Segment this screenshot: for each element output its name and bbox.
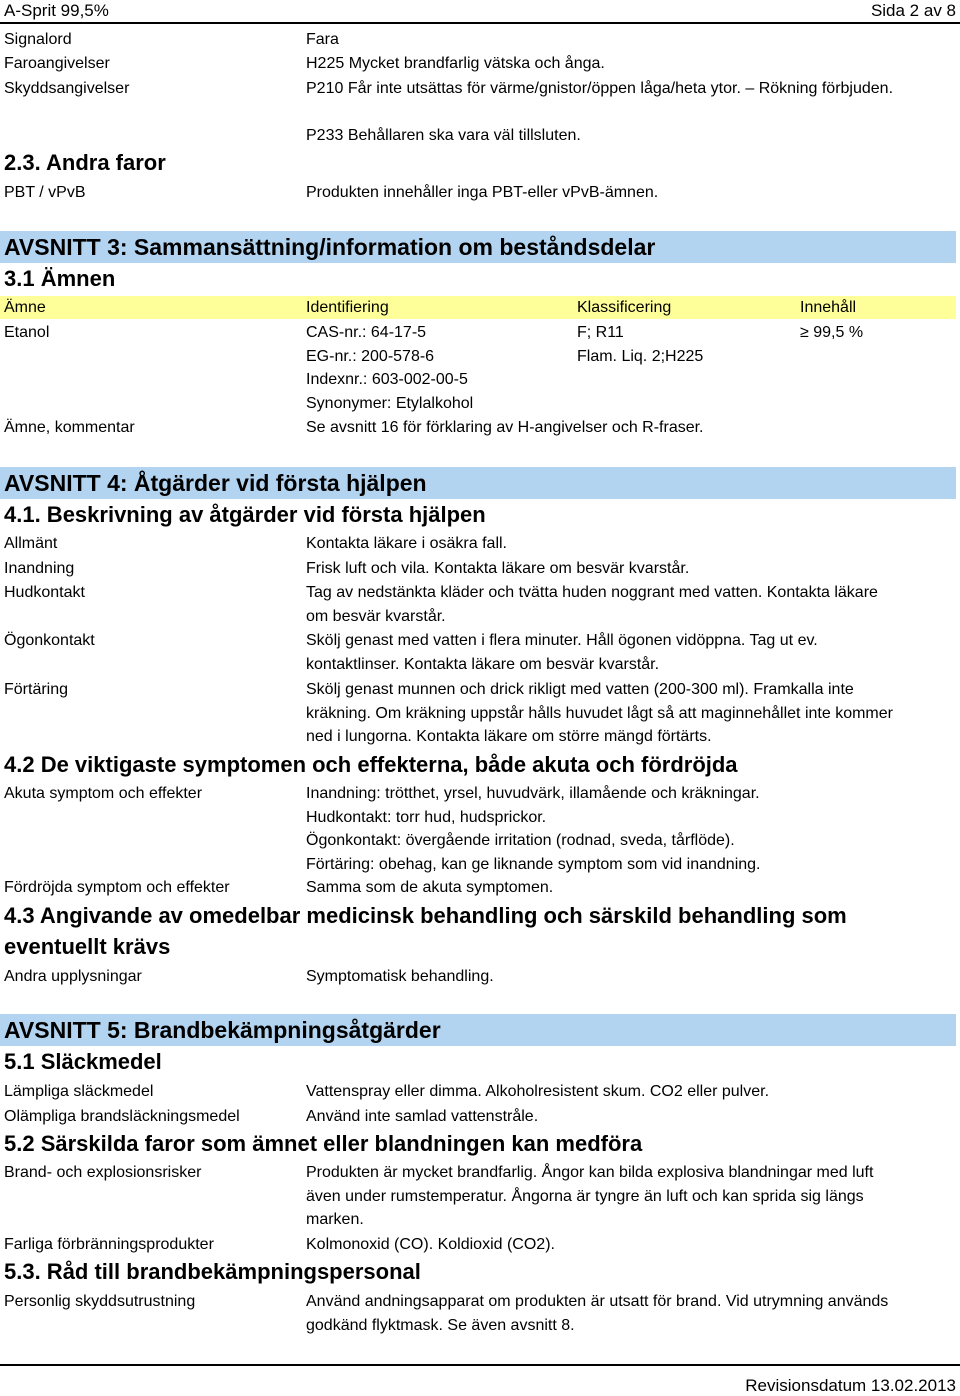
other-info-value: Symptomatisk behandling. bbox=[306, 968, 494, 985]
pbt-label: PBT / vPvB bbox=[4, 184, 86, 201]
col-content: Innehåll bbox=[800, 299, 857, 316]
section-4-2-title: 4.2 De viktigaste symptomen och effekterna, både akuta och fördröjda bbox=[4, 752, 738, 777]
other-info-label: Andra upplysningar bbox=[4, 968, 142, 985]
unsuitable-media-label: Olämpliga brandsläckningsmedel bbox=[4, 1108, 240, 1125]
page-footer bbox=[0, 1364, 960, 1395]
identification-cell bbox=[306, 321, 473, 415]
index-number: Indexnr.: 603-002-00-5 bbox=[306, 371, 468, 388]
ppe-label: Personlig skyddsutrustning bbox=[4, 1293, 196, 1310]
first-aid-skin-value: Tag av nedstänkta kläder och tvätta huden noggrant med vatten. Kontakta läkare om besvär kvarstår. bbox=[306, 584, 878, 625]
section-5-header bbox=[0, 1014, 956, 1046]
unsuitable-media-value: Använd inte samlad vattenstråle. bbox=[306, 1108, 539, 1125]
acute-symptoms-value bbox=[306, 782, 956, 876]
content-value: ≥ 99,5 % bbox=[800, 324, 864, 341]
signal-word-label: Signalord bbox=[4, 31, 72, 48]
acute-inhalation: Inandning: trötthet, yrsel, huvudvärk, illamående och kräkningar. bbox=[306, 785, 760, 802]
fire-risks-value: Produkten är mycket brandfarlig. Ångor kan bilda explosiva blandningar med luft även under rumstemperatur. Ångorna är tyngre än luft och kan sprida sig längs marken. bbox=[306, 1164, 874, 1228]
precautionary-statements-value: P210 Får inte utsättas för värme/gnistor/öppen låga/heta ytor. – Rökning förbjuden. bbox=[306, 80, 894, 97]
first-aid-inhalation-value: Frisk luft och vila. Kontakta läkare om besvär kvarstår. bbox=[306, 560, 690, 577]
section-5-2-title: 5.2 Särskilda faror som ämnet eller blandningen kan medföra bbox=[4, 1131, 643, 1156]
classification-h: Flam. Liq. 2;H225 bbox=[577, 347, 704, 365]
section-4-header bbox=[0, 467, 956, 499]
ppe-value: Använd andningsapparat om produkten är utsatt för brand. Vid utrymning används godkänd flyktmask. Se även avsnitt 8. bbox=[306, 1293, 889, 1334]
hazard-statements-label: Faroangivelser bbox=[4, 55, 110, 72]
acute-skin: Hudkontakt: torr hud, hudsprickor. bbox=[306, 808, 547, 826]
section-5-1-title: 5.1 Släckmedel bbox=[4, 1049, 162, 1074]
acute-eyes: Ögonkontakt: övergående irritation (rodnad, sveda, tårflöde). bbox=[306, 832, 735, 849]
substance-comment-label: Ämne, kommentar bbox=[4, 419, 135, 436]
substance-name: Etanol bbox=[4, 324, 50, 341]
section-4-1-title: 4.1. Beskrivning av åtgärder vid första hjälpen bbox=[4, 502, 486, 527]
precautionary-statements-value-2: P233 Behållaren ska vara väl tillsluten. bbox=[306, 127, 581, 144]
first-aid-inhalation-label: Inandning bbox=[4, 560, 75, 577]
section-4-3-title: 4.3 Angivande av omedelbar medicinsk behandling och särskild behandling som eventuellt krävs bbox=[4, 903, 847, 959]
classification-r: F; R11 bbox=[577, 324, 624, 341]
col-identification: Identifiering bbox=[306, 299, 389, 316]
substance-table-header bbox=[0, 296, 956, 319]
col-classification: Klassificering bbox=[577, 299, 672, 316]
section-3-title: AVSNITT 3: Sammansättning/information om beståndsdelar bbox=[4, 234, 656, 260]
acute-symptoms-label: Akuta symptom och effekter bbox=[4, 785, 203, 802]
product-title: A-Sprit 99,5% bbox=[4, 1, 109, 20]
section-5-3-title: 5.3. Råd till brandbekämpningspersonal bbox=[4, 1259, 421, 1284]
page-number: Sida 2 av 8 bbox=[870, 1, 956, 20]
first-aid-eyes-value: Skölj genast med vatten i flera minuter. Håll ögonen vidöppna. Tag ut ev. kontaktlinser. Kontakta läkare om besvär kvarstår. bbox=[306, 632, 818, 673]
delayed-symptoms-value: Samma som de akuta symptomen. bbox=[306, 879, 554, 896]
cas-number: CAS-nr.: 64-17-5 bbox=[306, 324, 427, 341]
first-aid-ingestion-value: Skölj genast munnen och drick rikligt med vatten (200-300 ml). Framkalla inte kräkning. Om kräkning uppstår hålls huvudet lågt så att maginnehållet inte kommer ned i lungorna. Kontakta läkare om större mängd förtärts. bbox=[306, 681, 893, 745]
acute-ingestion: Förtäring: obehag, kan ge liknande symptom som vid inandning. bbox=[306, 855, 761, 873]
precautionary-statements-label: Skyddsangivelser bbox=[4, 80, 130, 97]
section-4-title: AVSNITT 4: Åtgärder vid första hjälpen bbox=[4, 470, 427, 496]
combustion-products-label: Farliga förbränningsprodukter bbox=[4, 1236, 214, 1253]
suitable-media-value: Vattenspray eller dimma. Alkoholresistent skum. CO2 eller pulver. bbox=[306, 1083, 770, 1100]
combustion-products-value: Kolmonoxid (CO). Koldioxid (CO2). bbox=[306, 1236, 555, 1253]
section-3-1-title: 3.1 Ämnen bbox=[4, 266, 116, 291]
first-aid-skin-label: Hudkontakt bbox=[4, 584, 85, 601]
synonyms: Synonymer: Etylalkohol bbox=[306, 394, 474, 412]
suitable-media-label: Lämpliga släckmedel bbox=[4, 1083, 154, 1100]
page-header bbox=[0, 0, 960, 24]
revision-date: Revisionsdatum 13.02.2013 bbox=[745, 1376, 956, 1395]
eg-number: EG-nr.: 200-578-6 bbox=[306, 347, 435, 365]
signal-word-value: Fara bbox=[306, 31, 339, 48]
classification-cell bbox=[577, 321, 703, 368]
pbt-value: Produkten innehåller inga PBT-eller vPvB-ämnen. bbox=[306, 184, 659, 201]
first-aid-general-label: Allmänt bbox=[4, 535, 58, 552]
first-aid-general-value: Kontakta läkare i osäkra fall. bbox=[306, 535, 507, 552]
first-aid-ingestion-label: Förtäring bbox=[4, 681, 69, 698]
section-3-header bbox=[0, 231, 956, 263]
section-5-title: AVSNITT 5: Brandbekämpningsåtgärder bbox=[4, 1017, 441, 1043]
section-2-3-title: 2.3. Andra faror bbox=[4, 150, 166, 175]
delayed-symptoms-label: Fördröjda symptom och effekter bbox=[4, 879, 230, 896]
first-aid-eyes-label: Ögonkontakt bbox=[4, 632, 95, 649]
substance-comment-value: Se avsnitt 16 för förklaring av H-angivelser och R-fraser. bbox=[306, 419, 704, 436]
hazard-statements-value: H225 Mycket brandfarlig vätska och ånga. bbox=[306, 55, 605, 72]
col-substance: Ämne bbox=[4, 299, 46, 316]
fire-risks-label: Brand- och explosionsrisker bbox=[4, 1164, 202, 1181]
